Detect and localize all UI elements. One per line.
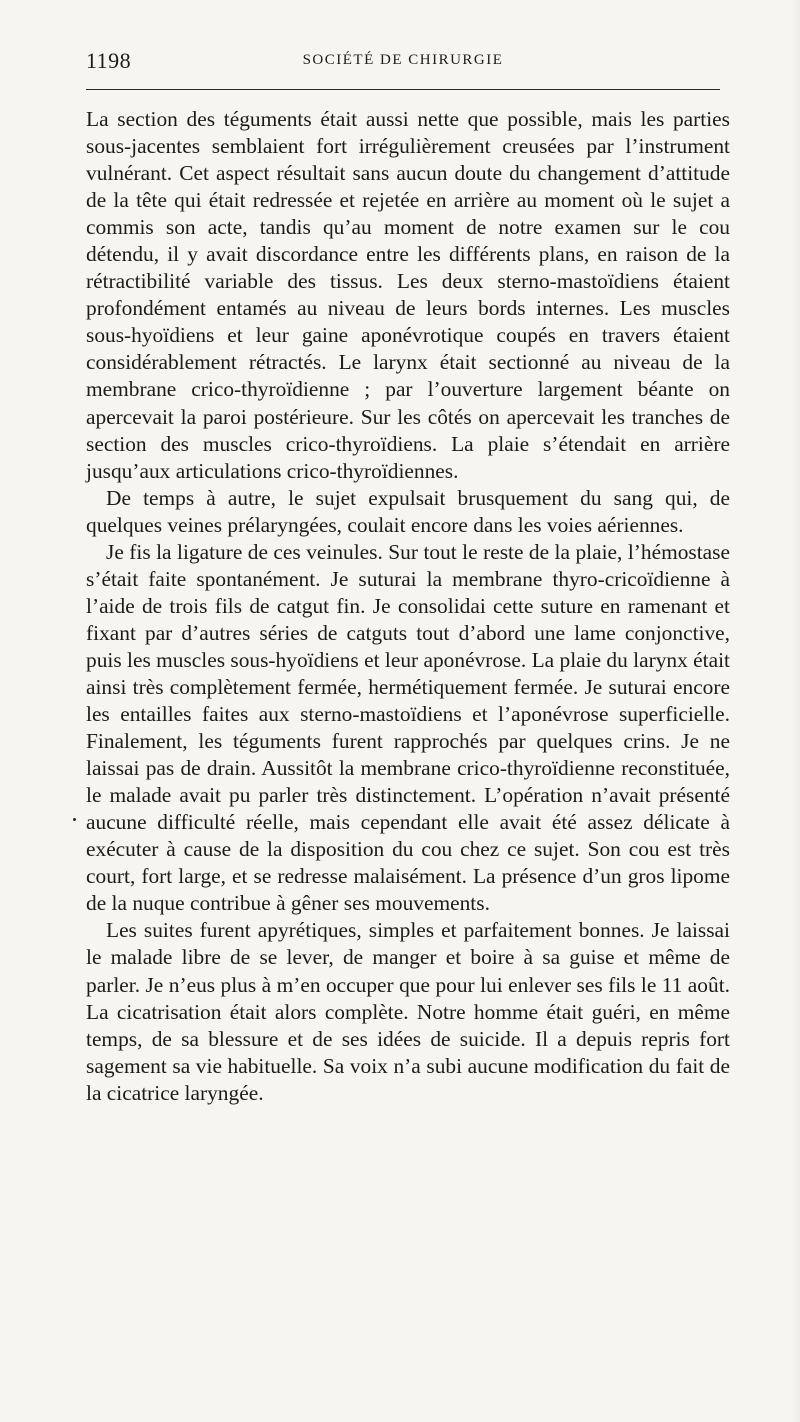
page-edge-shadow [792, 0, 800, 1422]
paragraph-1: La section des téguments était aussi nette que possible, mais les parties sous-jacentes semblaient fort irrégulièrement creusées par l’instrument vulnérant. Cet aspect résultait sans aucun doute du changement d’attitude de la tête qui était redressée et rejetée en arrière au moment où le sujet a commis son acte, tandis qu’au moment de notre examen sur le cou détendu, il y avait discordance entre les différents plans, en raison de la rétractibilité variable des tissus. Les deux sterno-mastoïdiens étaient profondément entamés au niveau de leurs bords internes. Les muscles sous-hyoïdiens et leur gaine aponévrotique coupés en travers étaient considérablement rétractés. Le larynx était sectionné au niveau de la membrane crico-thyroïdienne ; par l’ouverture largement béante on apercevait la paroi postérieure. Sur les côtés on apercevait les tranches de section des muscles crico-thyroïdiens. La plaie s’étendait en arrière jusqu’aux articulations crico-thyroïdiennes. [86, 107, 730, 483]
paragraph-4: Les suites furent apyrétiques, simples et parfaitement bonnes. Je laissai le malade libre de se lever, de manger et boire à sa guise et même de parler. Je n’eus plus à m’en occuper que pour lui enlever ses fils le 11 août. La cicatrisation était alors complète. Notre homme était guéri, en même temps, de sa blessure et de ses idées de suicide. Il a depuis repris fort sagement sa vie habituelle. Sa voix n’a subi aucune modification du fait de la cicatrice laryngée. [86, 918, 730, 1105]
paragraph-3: Je fis la ligature de ces veinules. Sur tout le reste de la plaie, l’hémostase s’était faite spontanément. Je suturai la membrane thyro-cricoïdienne à l’aide de trois fils de catgut fin. Je consolidai cette suture en ramenant et fixant par d’autres séries de catguts tout d’abord une lame conjonctive, puis les muscles sous-hyoïdiens et leur aponévrose. La plaie du larynx était ainsi très complètement fermée, hermétiquement fermée. Je suturai encore les entailles faites aux sterno-mastoïdiens et l’aponévrose superficielle. Finalement, les téguments furent rapprochés par quelques crins. Je ne laissai pas de drain. Aussitôt la membrane crico-thyroïdienne reconstituée, le malade avait pu parler très distinctement. L’opération n’avait présenté aucune difficulté réelle, mais cependant elle avait été assez délicate à exécuter à cause de la disposition du cou chez ce sujet. Son cou est très court, fort large, et se redresse malaisément. La présence d’un gros lipome de la nuque contribue à gêner ses mouvements. [86, 539, 730, 916]
header-rule [86, 89, 720, 90]
body-text [86, 106, 730, 1107]
page-number: 1198 [86, 48, 132, 73]
paragraph-2: De temps à autre, le sujet expulsait brusquement du sang qui, de quelques veines prélaryngées, coulait encore dans les voies aériennes. [86, 485, 730, 537]
margin-dot [73, 818, 76, 821]
running-head: SOCIÉTÉ DE CHIRURGIE [302, 52, 504, 68]
page-header [86, 48, 720, 78]
